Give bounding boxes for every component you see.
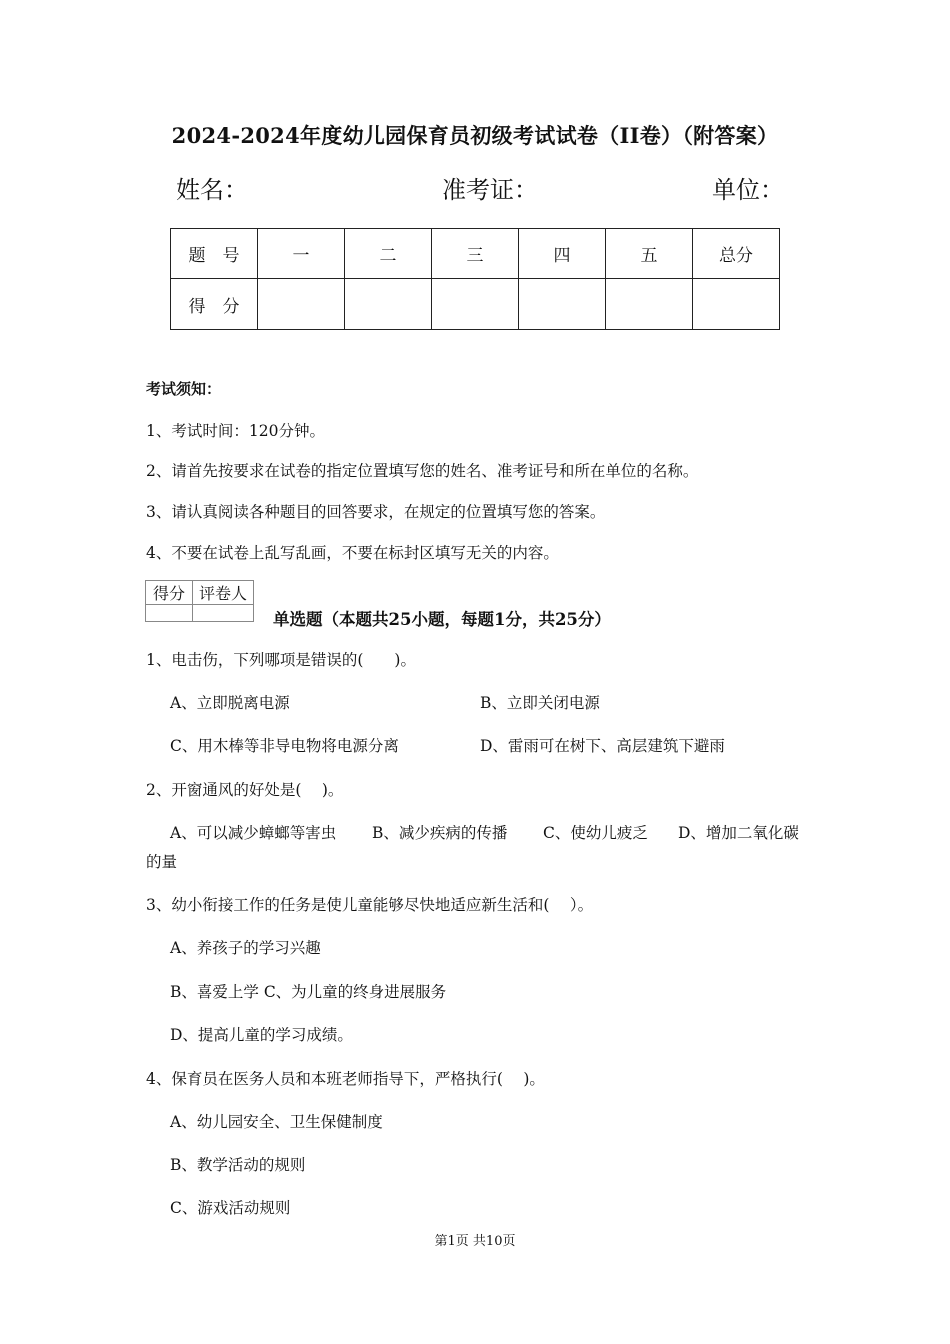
exam-id-label: 准考证： [442, 176, 538, 204]
name-label: 姓名： [176, 176, 248, 204]
instructions-heading: 考试须知： [146, 380, 222, 398]
grader-score-cell[interactable] [146, 605, 193, 622]
question-1-option-b[interactable]: B、立即关闭电源 [480, 694, 600, 712]
instruction-item: 1、考试时间：120分钟。 [146, 422, 325, 440]
instruction-item: 4、不要在试卷上乱写乱画，不要在标封区填写无关的内容。 [146, 544, 559, 562]
score-cell-2[interactable] [345, 279, 432, 330]
section-title: 单选题（本题共25小题，每题1分，共25分） [273, 610, 611, 629]
score-header-3: 三 [432, 229, 519, 279]
score-header-2: 二 [345, 229, 432, 279]
instruction-item: 3、请认真阅读各种题目的回答要求，在规定的位置填写您的答案。 [146, 503, 606, 521]
score-header-total: 总分 [693, 229, 780, 279]
question-3-option-a[interactable]: A、养孩子的学习兴趣 [170, 939, 321, 957]
score-cell-total[interactable] [693, 279, 780, 330]
score-table [170, 228, 780, 330]
question-1-option-c[interactable]: C、用木棒等非导电物将电源分离 [170, 737, 399, 755]
score-table-header-row [171, 229, 780, 279]
score-cell-4[interactable] [519, 279, 606, 330]
question-1-stem: 1、电击伤，下列哪项是错误的( )。 [146, 651, 416, 669]
question-4-stem: 4、保育员在医务人员和本班老师指导下，严格执行( )。 [146, 1070, 545, 1088]
unit-label: 单位： [712, 176, 784, 204]
question-2-stem: 2、开窗通风的好处是( )。 [146, 781, 344, 799]
grader-name-label: 评卷人 [193, 581, 254, 605]
score-header-5: 五 [606, 229, 693, 279]
score-cell-3[interactable] [432, 279, 519, 330]
question-2-option-d[interactable]: D、增加二氧化碳 [678, 824, 799, 842]
question-3-option-bc[interactable]: B、喜爱上学 C、为儿童的终身进展服务 [170, 983, 447, 1001]
question-4-option-b[interactable]: B、教学活动的规则 [170, 1156, 306, 1174]
score-header-4: 四 [519, 229, 606, 279]
question-2-option-c[interactable]: C、使幼儿疲乏 [543, 824, 648, 842]
question-3-option-d[interactable]: D、提高儿童的学习成绩。 [170, 1026, 353, 1044]
page-footer: 第1页 共10页 [434, 1234, 516, 1249]
question-2-option-d-continued: 的量 [146, 853, 178, 871]
question-4-option-a[interactable]: A、幼儿园安全、卫生保健制度 [170, 1113, 383, 1131]
question-4-option-c[interactable]: C、游戏活动规则 [170, 1199, 291, 1217]
question-1-option-d[interactable]: D、雷雨可在树下、高层建筑下避雨 [480, 737, 725, 755]
question-2-option-b[interactable]: B、减少疾病的传播 [372, 824, 508, 842]
grader-name-cell[interactable] [193, 605, 254, 622]
score-header-1: 一 [258, 229, 345, 279]
score-table-score-row [171, 279, 780, 330]
question-1-option-a[interactable]: A、立即脱离电源 [170, 694, 290, 712]
score-row-label: 得 分 [171, 279, 258, 330]
grader-box [145, 580, 254, 622]
page-title: 2024-2024年度幼儿园保育员初级考试试卷（II卷）（附答案） [171, 123, 779, 148]
question-3-stem: 3、幼小衔接工作的任务是使儿童能够尽快地适应新生活和( ）。 [146, 896, 594, 914]
instruction-item: 2、请首先按要求在试卷的指定位置填写您的姓名、准考证号和所在单位的名称。 [146, 462, 699, 480]
question-2-option-a[interactable]: A、可以减少蟑螂等害虫 [170, 824, 337, 842]
score-cell-1[interactable] [258, 279, 345, 330]
score-header-label: 题 号 [171, 229, 258, 279]
grader-score-label: 得分 [146, 581, 193, 605]
score-cell-5[interactable] [606, 279, 693, 330]
